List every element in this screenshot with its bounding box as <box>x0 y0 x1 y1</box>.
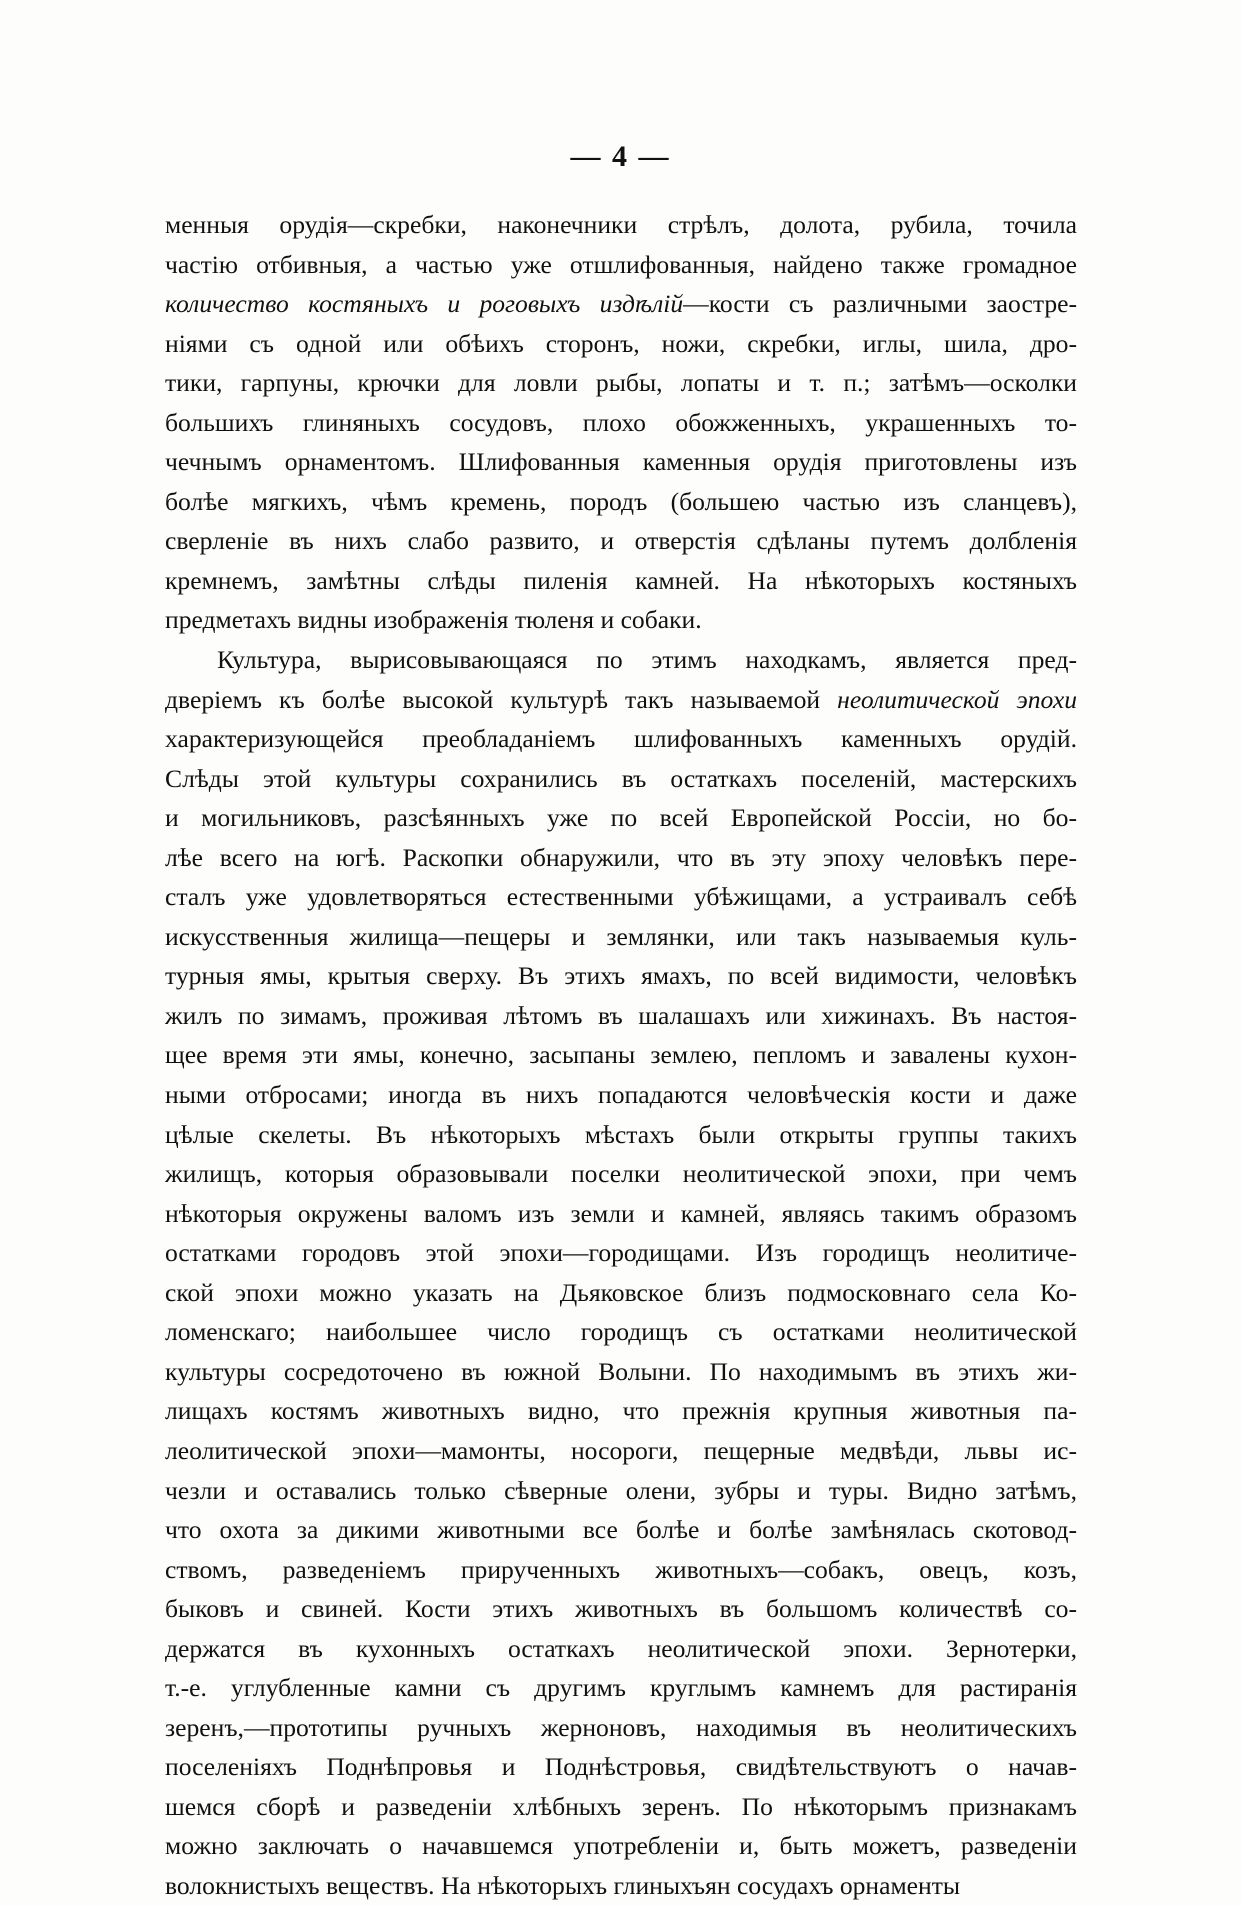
text-line: турныя ямы, крытыя сверху. Въ этихъ ямахъ, по всей видимости, человѣкъ <box>165 961 1077 991</box>
text-line: жилъ по зимамъ, проживая лѣтомъ въ шалашахъ или хижинахъ. Въ настоя- <box>165 1000 1077 1030</box>
text-line: волокнистыхъ веществъ. На нѣкоторыхъ глиныхъян сосудахъ орнаменты <box>165 1870 961 1900</box>
text-line: чечнымъ орнаментомъ. Шлифованныя каменныя орудія приготовлены изъ <box>165 447 1077 477</box>
text-line: жилищъ, которыя образовывали поселки неолитической эпохи, при чемъ <box>165 1159 1077 1189</box>
text-line: частію отбивныя, а частью уже отшлифованныя, найдено также громадное <box>165 249 1077 279</box>
page-number: — 4 — <box>570 140 671 173</box>
text-line: ской эпохи можно указать на Дьяковское близъ подмосковнаго села Ко- <box>165 1277 1077 1307</box>
text-line: и могильниковъ, разсѣянныхъ уже по всей Европейской Россіи, но бо- <box>165 803 1077 833</box>
text-line: цѣлые скелеты. Въ нѣкоторыхъ мѣстахъ были открыты группы такихъ <box>165 1119 1077 1149</box>
text-line: ломенскаго; наибольшее число городищъ съ остатками неолитической <box>165 1317 1077 1347</box>
text-line <box>165 284 1077 324</box>
text-line: нѣкоторыя окружены валомъ изъ земли и камней, являясь такимъ образомъ <box>165 1198 1077 1228</box>
text-line: характеризующейся преобладаніемъ шлифованныхъ каменныхъ орудій. <box>165 724 1077 754</box>
text-line: болѣе мягкихъ, чѣмъ кремень, породъ (большею частью изъ сланцевъ), <box>165 486 1077 516</box>
text-line: остатками городовъ этой эпохи—городищами. Изъ городищъ неолитиче- <box>165 1238 1077 1268</box>
text-line: культуры сосредоточено въ южной Волыни. По находимымъ въ этихъ жи- <box>165 1356 1077 1386</box>
text-run: —кости съ различными заостре- <box>683 289 1078 319</box>
text-line: быковъ и свиней. Кости этихъ животныхъ въ большомъ количествѣ со- <box>165 1594 1077 1624</box>
text-line: леолитической эпохи—мамонты, носороги, пещерные медвѣди, львы ис- <box>165 1435 1077 1465</box>
text-line: предметахъ видны изображенія тюленя и собаки. <box>165 605 702 635</box>
text-line: т.-е. углубленные камни съ другимъ круглымъ камнемъ для растиранія <box>165 1673 1077 1703</box>
text-line: искусственныя жилища—пещеры и землянки, или такъ называемыя куль- <box>165 921 1077 951</box>
text-line: большихъ глиняныхъ сосудовъ, плохо обожженныхъ, украшенныхъ то- <box>165 407 1077 437</box>
text-line: Слѣды этой культуры сохранились въ остаткахъ поселеній, мастерскихъ <box>165 763 1077 793</box>
text-line: ными отбросами; иногда въ нихъ попадаются человѣческія кости и даже <box>165 1080 1077 1110</box>
text-line: лѣе всего на югѣ. Раскопки обнаружили, что въ эту эпоху человѣкъ пере- <box>165 842 1077 872</box>
text-line: что охота за дикими животными все болѣе и болѣе замѣнялась скотовод- <box>165 1515 1077 1545</box>
text-line: можно заключать о начавшемся употребленіи и, быть можетъ, разведеніи <box>165 1831 1077 1861</box>
text-line <box>165 680 1077 720</box>
text-line: ніями съ одной или обѣихъ сторонъ, ножи, скребки, иглы, шила, дро- <box>165 328 1077 358</box>
text-line: сталъ уже удовлетворяться естественными убѣжищами, а устраивалъ себѣ <box>165 882 1077 912</box>
text-run: дверіемъ къ болѣе высокой культурѣ такъ называемой <box>165 684 838 714</box>
text-line: шемся сборѣ и разведеніи хлѣбныхъ зеренъ. По нѣкоторымъ признакамъ <box>165 1791 1077 1821</box>
text-line: щее время эти ямы, конечно, засыпаны землею, пепломъ и завалены кухон- <box>165 1040 1077 1070</box>
text-line: менныя орудія—скребки, наконечники стрѣлъ, долота, рубила, точила <box>165 210 1077 239</box>
italic-text-run: количество костяныхъ и роговыхъ издѣлій <box>165 289 684 319</box>
text-line: тики, гарпуны, крючки для ловли рыбы, лопаты и т. п.; затѣмъ—осколки <box>165 368 1077 398</box>
text-line: кремнемъ, замѣтны слѣды пиленія камней. На нѣкоторыхъ костяныхъ <box>165 565 1077 595</box>
text-line: ствомъ, разведеніемъ прирученныхъ животныхъ—собакъ, овецъ, козъ, <box>165 1554 1077 1584</box>
text-line: сверленіе въ нихъ слабо развито, и отверстія сдѣланы путемъ долбленія <box>165 526 1077 556</box>
text-line: лищахъ костямъ животныхъ видно, что прежнія крупныя животныя па- <box>165 1396 1077 1426</box>
text-line: Культура, вырисовывающаяся по этимъ находкамъ, является пред- <box>217 645 1077 675</box>
body-text <box>165 205 1077 1906</box>
text-line: зеренъ,—прототипы ручныхъ жерноновъ, находимыя въ неолитическихъ <box>165 1712 1077 1742</box>
text-line: чезли и оставались только сѣверные олени, зубры и туры. Видно затѣмъ, <box>165 1475 1077 1505</box>
text-line: держатся въ кухонныхъ остаткахъ неолитической эпохи. Зернотерки, <box>165 1633 1077 1663</box>
text-line: поселеніяхъ Поднѣпровья и Поднѣстровья, свидѣтельствуютъ о начав- <box>165 1752 1077 1782</box>
italic-text-run: неолитической эпохи <box>837 684 1078 714</box>
